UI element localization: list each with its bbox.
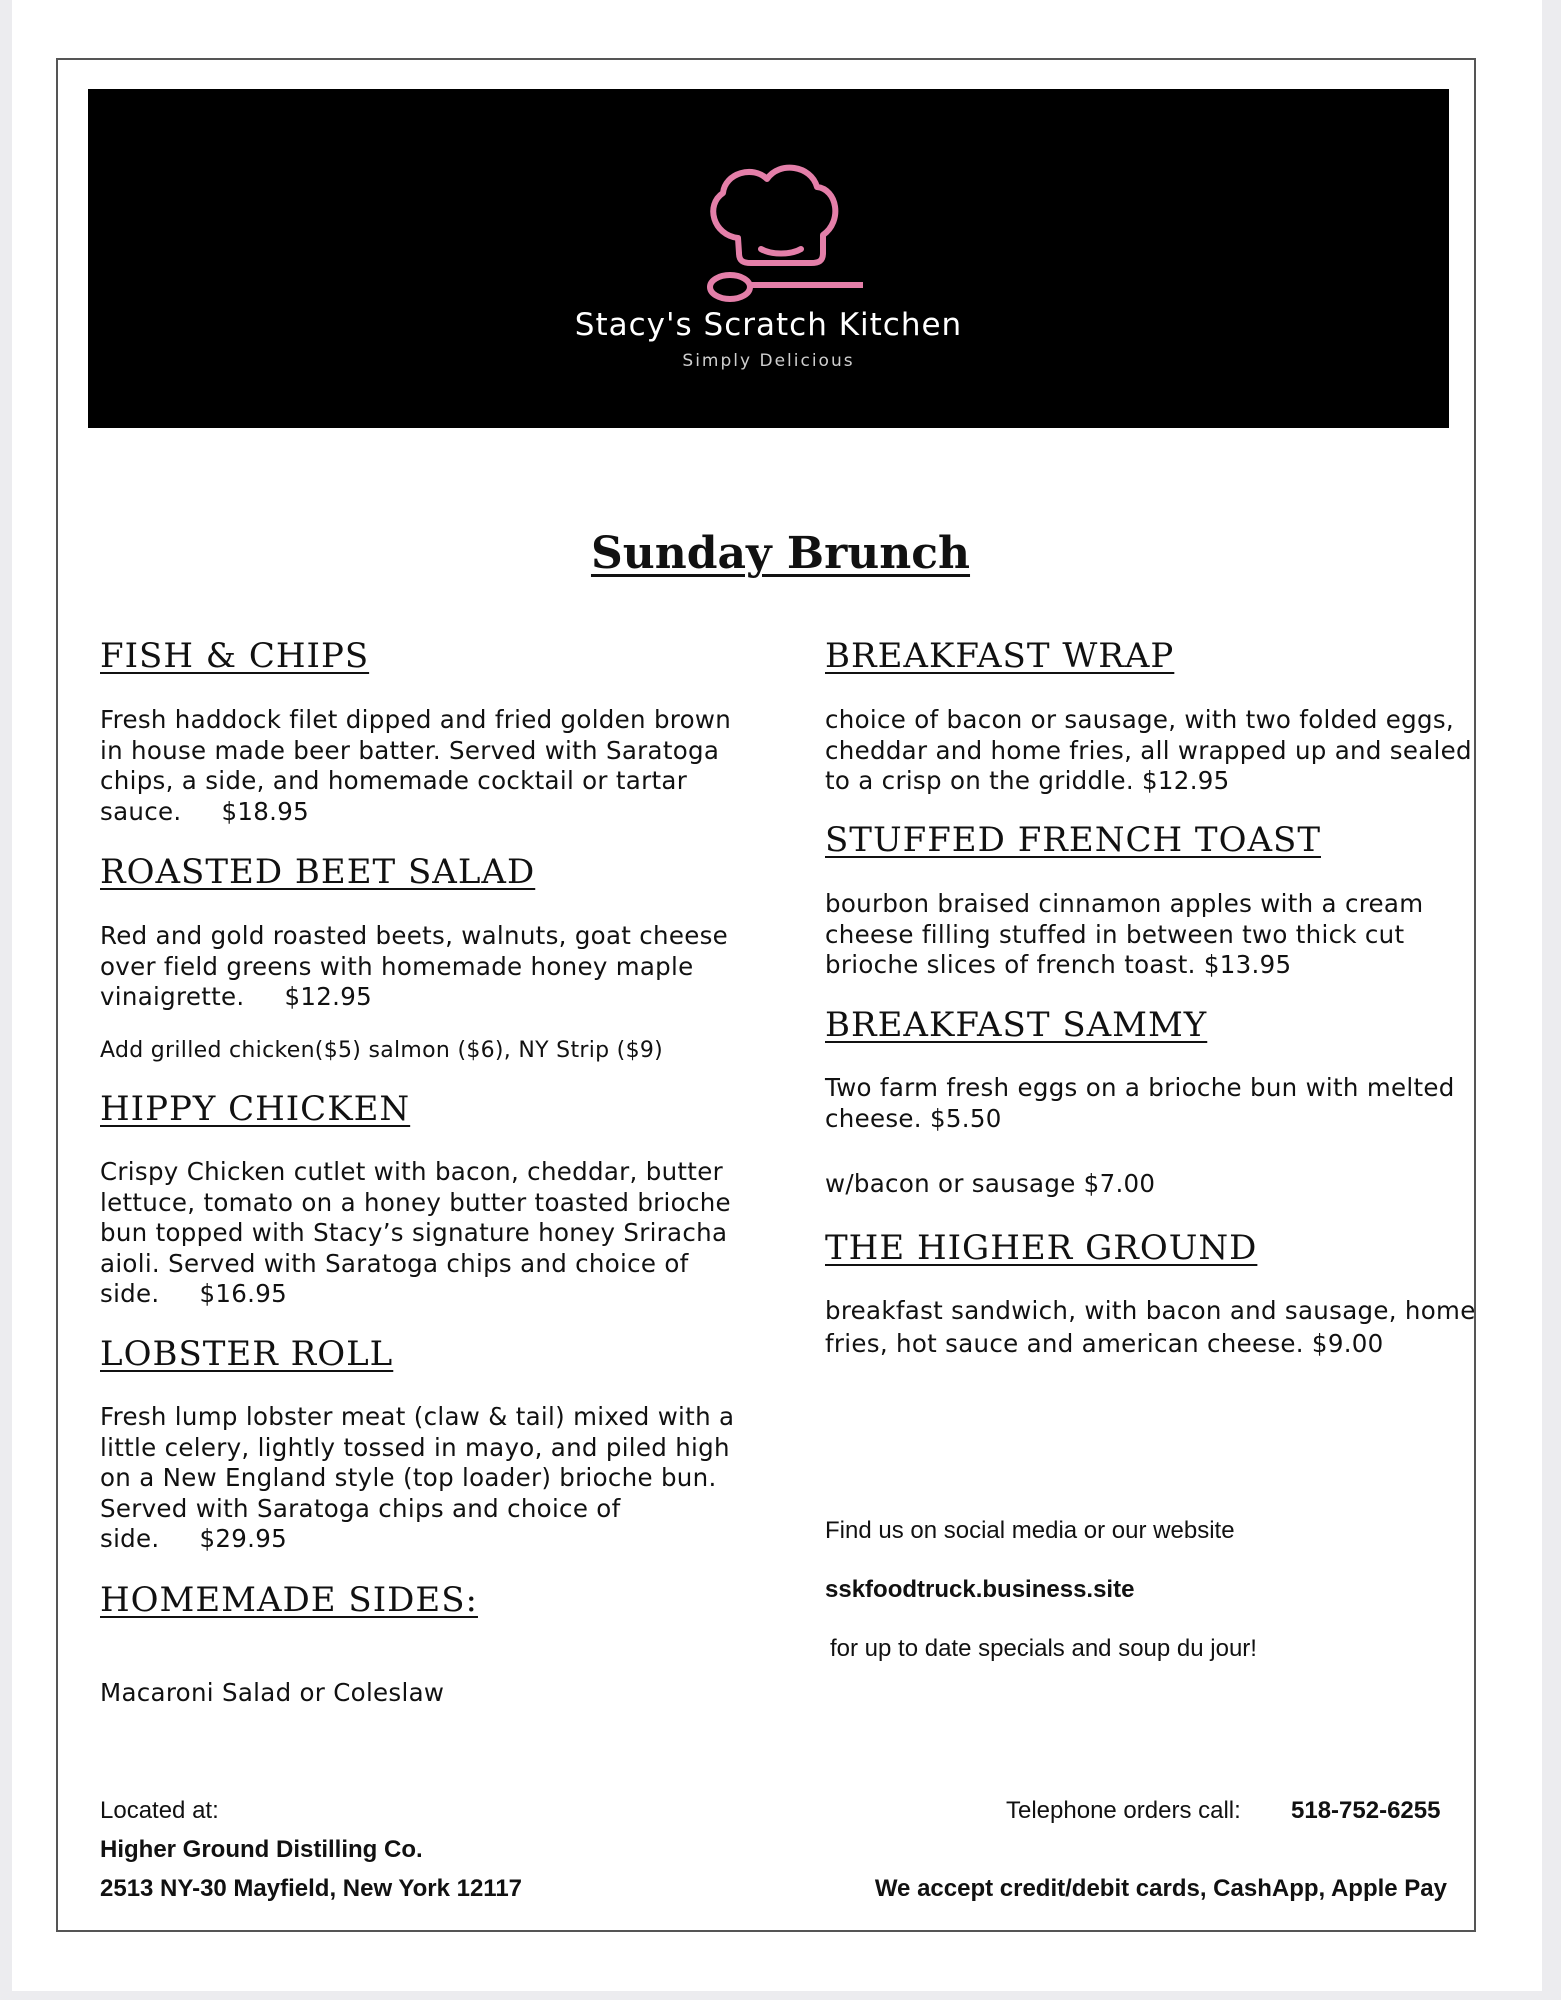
item-extra-breakfast-sammy: w/bacon or sausage $7.00 — [825, 1169, 1156, 1198]
item-desc-homemade-sides: Macaroni Salad or Coleslaw — [100, 1678, 445, 1707]
item-title-stuffed-french-toast: STUFFED FRENCH TOAST — [825, 820, 1321, 860]
item-addon-roasted-beet-salad: Add grilled chicken($5) salmon ($6), NY Strip ($9) — [100, 1038, 664, 1063]
item-title-roasted-beet-salad: ROASTED BEET SALAD — [100, 852, 536, 892]
item-price: $16.95 — [199, 1279, 288, 1308]
item-title-fish-chips: FISH & CHIPS — [100, 636, 370, 676]
item-title-hippy-chicken: HIPPY CHICKEN — [100, 1089, 411, 1129]
item-desc-breakfast-sammy: Two farm fresh eggs on a brioche bun with melted cheese. $5.50 — [825, 1073, 1455, 1133]
item-title-the-higher-ground: THE HIGHER GROUND — [825, 1228, 1258, 1268]
venue-name: Higher Ground Distilling Co. — [100, 1836, 423, 1863]
item-desc-roasted-beet-salad: Red and gold roasted beets, walnuts, goat cheese over field greens with homemade honey maple vinaigrette. $12.95 — [100, 921, 729, 1011]
item-price: $29.95 — [199, 1524, 288, 1553]
venue-address: 2513 NY-30 Mayfield, New York 12117 — [100, 1875, 523, 1902]
item-title-homemade-sides: HOMEMADE SIDES: — [100, 1580, 478, 1620]
chef-hat-spoon-icon — [683, 143, 863, 313]
item-desc-stuffed-french-toast: bourbon braised cinnamon apples with a cream cheese filling stuffed in between two thick cut brioche slices of french toast. $13.95 — [825, 889, 1424, 979]
header-banner — [88, 89, 1449, 428]
specials-text: for up to date specials and soup du jour! — [830, 1635, 1257, 1662]
brand-name: Stacy's Scratch Kitchen — [574, 307, 963, 343]
phone-number[interactable]: 518-752-6255 — [1291, 1797, 1441, 1824]
phone-label: Telephone orders call: — [1006, 1797, 1241, 1824]
item-title-lobster-roll: LOBSTER ROLL — [100, 1334, 394, 1374]
item-desc-lobster-roll: Fresh lump lobster meat (claw & tail) mixed with a little celery, lightly tossed in mayo, and piled high on a New England style (top loader) brioche bun. Served with Saratoga chips and choice of side. $29.95 — [100, 1402, 735, 1553]
payment-methods: We accept credit/debit cards, CashApp, Apple Pay — [874, 1875, 1447, 1902]
item-desc-hippy-chicken: Crispy Chicken cutlet with bacon, cheddar, butter lettuce, tomato on a honey butter toasted brioche bun topped with Stacy’s signature honey Sriracha aioli. Served with Saratoga chips and choice of side. $16.95 — [100, 1157, 731, 1308]
item-price: $18.95 — [221, 796, 309, 826]
social-media-text: Find us on social media or our website — [825, 1517, 1235, 1544]
item-price: $12.95 — [284, 982, 373, 1011]
item-title-breakfast-wrap: BREAKFAST WRAP — [825, 636, 1175, 676]
item-desc-fish-chips: Fresh haddock filet dipped and fried golden brown in house made beer batter. Served with Saratoga chips, a side, and homemade cocktail or tartar sauce. $18.95 — [100, 705, 732, 826]
item-desc-the-higher-ground: breakfast sandwich, with bacon and sausage, home fries, hot sauce and american cheese. $9.00 — [825, 1296, 1476, 1358]
item-title-breakfast-sammy: BREAKFAST SAMMY — [825, 1005, 1208, 1045]
item-desc-breakfast-wrap: choice of bacon or sausage, with two folded eggs, cheddar and home fries, all wrapped up and sealed to a crisp on the griddle. $12.95 — [825, 705, 1472, 795]
brand-tagline: Simply Delicious — [682, 351, 855, 371]
website-link[interactable]: sskfoodtruck.business.site — [825, 1576, 1135, 1603]
located-label: Located at: — [100, 1797, 219, 1824]
menu-title: Sunday Brunch — [590, 528, 971, 579]
